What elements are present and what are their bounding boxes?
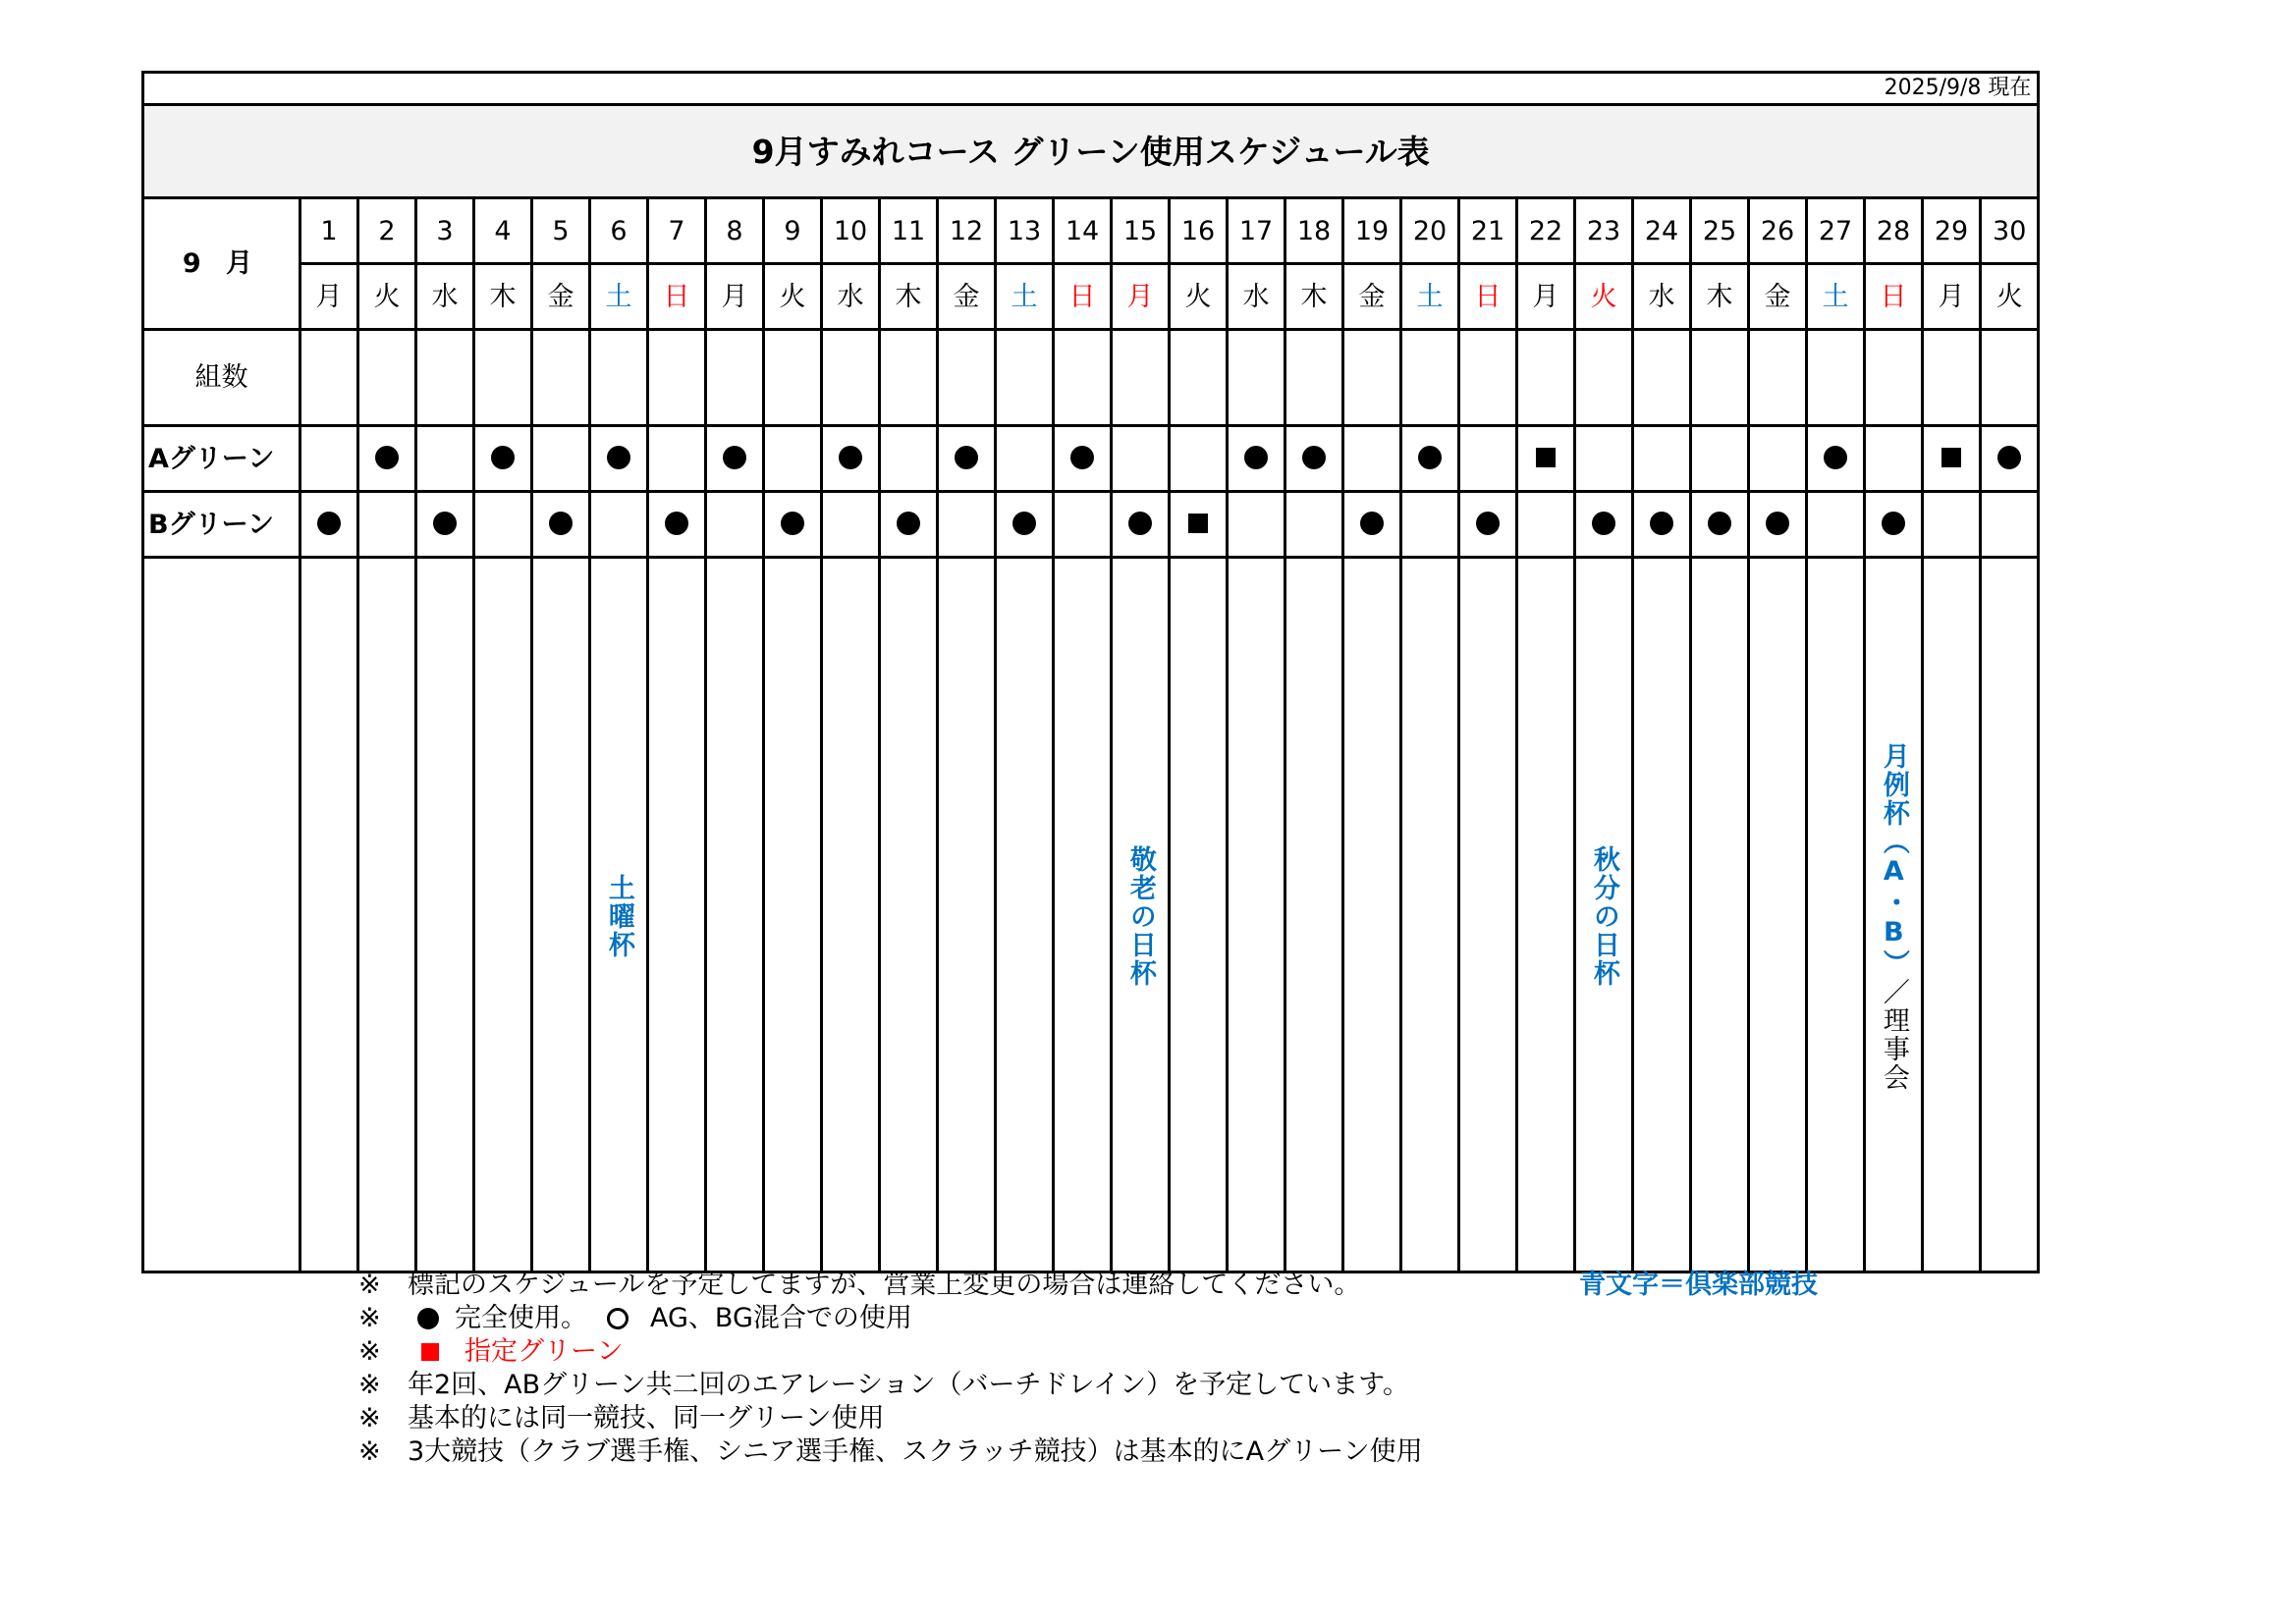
footnote-4	[358, 1369, 2028, 1402]
notes-row-label	[143, 558, 301, 1272]
weekday: 金	[532, 264, 590, 330]
b-green-cell	[590, 492, 648, 558]
note-cell	[938, 558, 996, 1272]
event-note-text: 秋分の日杯	[1588, 845, 1619, 988]
event-note	[1125, 845, 1155, 988]
b-green-cell	[764, 492, 822, 558]
page-title: 9月すみれコース グリーン使用スケジュール表	[143, 105, 2039, 198]
month-label: 9 月	[143, 198, 301, 330]
b-green-cell	[648, 492, 706, 558]
event-note	[1879, 742, 1908, 1092]
weekday: 日	[1865, 264, 1923, 330]
day-number: 6	[590, 198, 648, 264]
a-green-cell	[1054, 426, 1112, 492]
count-cell	[938, 330, 996, 426]
a-green-cell	[1633, 426, 1691, 492]
count-cell	[1517, 330, 1575, 426]
weekday: 金	[1749, 264, 1807, 330]
filled-circle-icon	[1476, 512, 1500, 535]
count-cell	[1285, 330, 1343, 426]
title-row	[143, 105, 2039, 198]
filled-square-icon	[1188, 514, 1208, 533]
a-green-cell	[1112, 426, 1170, 492]
weekday: 火	[358, 264, 416, 330]
a-green-row	[143, 426, 2039, 492]
day-number: 29	[1923, 198, 1981, 264]
a-green-cell	[938, 426, 996, 492]
a-green-cell	[1575, 426, 1633, 492]
day-number: 24	[1633, 198, 1691, 264]
count-cell	[1749, 330, 1807, 426]
b-green-cell	[880, 492, 938, 558]
count-cell	[416, 330, 474, 426]
weekday: 日	[1459, 264, 1517, 330]
b-green-cell	[996, 492, 1054, 558]
note-cell	[1228, 558, 1285, 1272]
b-green-cell	[1054, 492, 1112, 558]
day-number: 8	[706, 198, 764, 264]
filled-circle-icon	[1012, 512, 1036, 535]
note-cell	[358, 558, 416, 1272]
weekday: 土	[996, 264, 1054, 330]
a-green-cell	[822, 426, 880, 492]
count-cell	[1633, 330, 1691, 426]
filled-circle-icon	[549, 512, 573, 535]
day-number: 3	[416, 198, 474, 264]
count-cell	[1691, 330, 1749, 426]
weekday: 木	[1691, 264, 1749, 330]
count-cell	[1343, 330, 1401, 426]
b-green-cell	[822, 492, 880, 558]
weekday: 水	[1228, 264, 1285, 330]
day-number: 23	[1575, 198, 1633, 264]
b-green-cell	[1228, 492, 1285, 558]
a-green-cell	[1343, 426, 1401, 492]
event-note	[1589, 845, 1618, 988]
weekday: 月	[301, 264, 358, 330]
count-cell	[301, 330, 358, 426]
day-number: 30	[1981, 198, 2039, 264]
footnote-text: 標記のスケジュールを予定してますが、営業上変更の場合は連絡してください。	[408, 1270, 1361, 1300]
day-number: 17	[1228, 198, 1285, 264]
footnote-text: 指定グリーン	[465, 1336, 624, 1367]
open-circle-icon	[607, 1308, 629, 1329]
weekday: 水	[416, 264, 474, 330]
note-cell	[1691, 558, 1749, 1272]
note-cell	[301, 558, 358, 1272]
b-green-cell	[1981, 492, 2039, 558]
count-cell	[1054, 330, 1112, 426]
day-number: 15	[1112, 198, 1170, 264]
day-number: 25	[1691, 198, 1749, 264]
green-schedule-table	[141, 71, 2040, 1273]
note-cell	[1865, 558, 1923, 1272]
b-green-cell	[1112, 492, 1170, 558]
count-cell	[1981, 330, 2039, 426]
a-green-cell	[1517, 426, 1575, 492]
filled-circle-icon	[607, 446, 630, 469]
count-row-label: 組数	[143, 330, 301, 426]
footnote-mark: ※	[358, 1270, 381, 1300]
filled-circle-icon	[1418, 446, 1442, 469]
day-number-row	[143, 198, 2039, 264]
footnote-text: AG、BG混合での使用	[650, 1303, 912, 1333]
a-green-cell	[1865, 426, 1923, 492]
count-cell	[1923, 330, 1981, 426]
a-green-cell	[1459, 426, 1517, 492]
day-number: 16	[1170, 198, 1228, 264]
footnote-text: 基本的には同一競技、同一グリーン使用	[408, 1403, 885, 1434]
count-cell	[1459, 330, 1517, 426]
notes-row	[143, 558, 2039, 1272]
red-square-icon	[421, 1343, 439, 1361]
b-green-cell	[1749, 492, 1807, 558]
day-number: 19	[1343, 198, 1401, 264]
a-green-cell	[764, 426, 822, 492]
weekday: 木	[474, 264, 532, 330]
a-green-cell	[416, 426, 474, 492]
b-green-cell	[1343, 492, 1401, 558]
filled-circle-icon	[1302, 446, 1326, 469]
day-number: 9	[764, 198, 822, 264]
a-green-cell	[880, 426, 938, 492]
filled-circle-icon	[433, 512, 457, 535]
event-note-text: 月例杯（A・B）	[1878, 741, 1909, 978]
day-number: 21	[1459, 198, 1517, 264]
event-note-text-extra: ／理事会	[1878, 977, 1909, 1092]
filled-circle-icon	[491, 446, 515, 469]
footnote-mark: ※	[358, 1403, 381, 1434]
weekday: 土	[590, 264, 648, 330]
weekday: 金	[938, 264, 996, 330]
weekday: 土	[1807, 264, 1865, 330]
filled-circle-icon	[1128, 512, 1152, 535]
b-green-cell	[532, 492, 590, 558]
b-green-cell	[1459, 492, 1517, 558]
count-cell	[706, 330, 764, 426]
note-cell	[1633, 558, 1691, 1272]
a-green-cell	[1923, 426, 1981, 492]
b-green-cell	[1575, 492, 1633, 558]
footnote-text: 3大競技（クラブ選手権、シニア選手権、スクラッチ競技）は基本的にAグリーン使用	[408, 1436, 1423, 1467]
note-cell	[648, 558, 706, 1272]
b-green-cell	[1633, 492, 1691, 558]
note-cell	[1343, 558, 1401, 1272]
b-green-cell	[474, 492, 532, 558]
b-green-cell	[1807, 492, 1865, 558]
day-number: 5	[532, 198, 590, 264]
b-green-cell	[1285, 492, 1343, 558]
a-green-cell	[358, 426, 416, 492]
day-number: 26	[1749, 198, 1807, 264]
b-green-cell	[1865, 492, 1923, 558]
filled-circle-icon	[723, 446, 746, 469]
count-cell	[648, 330, 706, 426]
filled-circle-icon	[897, 512, 920, 535]
a-green-cell	[706, 426, 764, 492]
count-cell	[532, 330, 590, 426]
weekday-row	[143, 264, 2039, 330]
a-green-cell	[474, 426, 532, 492]
count-cell	[1575, 330, 1633, 426]
day-number: 28	[1865, 198, 1923, 264]
filled-circle-icon	[1766, 512, 1789, 535]
filled-circle-icon	[1650, 512, 1673, 535]
footnote-mark: ※	[358, 1303, 381, 1333]
note-cell	[706, 558, 764, 1272]
note-cell	[1807, 558, 1865, 1272]
filled-circle-icon	[417, 1308, 439, 1329]
note-cell	[880, 558, 938, 1272]
weekday: 水	[822, 264, 880, 330]
weekday: 月	[1112, 264, 1170, 330]
footnote-mark: ※	[358, 1336, 381, 1367]
filled-circle-icon	[1882, 512, 1905, 535]
event-note	[604, 874, 633, 959]
filled-circle-icon	[955, 446, 978, 469]
filled-circle-icon	[375, 446, 399, 469]
count-cell	[1228, 330, 1285, 426]
a-green-cell	[1749, 426, 1807, 492]
footnote-2	[358, 1302, 2028, 1335]
note-cell	[1170, 558, 1228, 1272]
a-green-cell	[1691, 426, 1749, 492]
note-cell	[1575, 558, 1633, 1272]
day-number: 18	[1285, 198, 1343, 264]
weekday: 木	[1285, 264, 1343, 330]
weekday: 日	[648, 264, 706, 330]
day-number: 22	[1517, 198, 1575, 264]
note-cell	[416, 558, 474, 1272]
note-cell	[1981, 558, 2039, 1272]
filled-circle-icon	[1244, 446, 1268, 469]
day-number: 10	[822, 198, 880, 264]
filled-square-icon	[1941, 448, 1961, 467]
filled-circle-icon	[1824, 446, 1847, 469]
note-cell	[1923, 558, 1981, 1272]
a-green-cell	[301, 426, 358, 492]
weekday: 月	[1923, 264, 1981, 330]
count-cell	[590, 330, 648, 426]
a-green-cell	[532, 426, 590, 492]
footnote-text: 年2回、ABグリーン共二回のエアレーション（バーチドレイン）を予定しています。	[408, 1370, 1409, 1400]
weekday: 火	[1170, 264, 1228, 330]
day-number: 7	[648, 198, 706, 264]
a-green-cell	[590, 426, 648, 492]
day-number: 13	[996, 198, 1054, 264]
filled-square-icon	[1536, 448, 1556, 467]
count-cell	[1112, 330, 1170, 426]
weekday: 日	[1054, 264, 1112, 330]
note-cell	[590, 558, 648, 1272]
weekday: 金	[1343, 264, 1401, 330]
as-of-date: 2025/9/8 現在	[143, 73, 2039, 105]
count-cell	[764, 330, 822, 426]
footnote-6	[358, 1435, 2028, 1469]
footnote-text: 完全使用。	[455, 1303, 587, 1333]
event-note-text: 土曜杯	[603, 874, 634, 959]
count-cell	[996, 330, 1054, 426]
a-green-cell	[1807, 426, 1865, 492]
filled-circle-icon	[1360, 512, 1384, 535]
count-cell	[1807, 330, 1865, 426]
a-green-cell	[648, 426, 706, 492]
a-green-cell	[1285, 426, 1343, 492]
day-number: 20	[1401, 198, 1459, 264]
note-cell	[1401, 558, 1459, 1272]
filled-circle-icon	[1070, 446, 1094, 469]
note-cell	[822, 558, 880, 1272]
weekday: 土	[1401, 264, 1459, 330]
note-cell	[1517, 558, 1575, 1272]
filled-circle-icon	[781, 512, 804, 535]
day-number: 27	[1807, 198, 1865, 264]
count-cell	[474, 330, 532, 426]
b-green-cell	[1517, 492, 1575, 558]
weekday: 火	[1981, 264, 2039, 330]
a-green-cell	[1170, 426, 1228, 492]
day-number: 1	[301, 198, 358, 264]
a-green-label: Aグリーン	[143, 426, 301, 492]
filled-circle-icon	[1592, 512, 1615, 535]
b-green-cell	[1691, 492, 1749, 558]
note-cell	[474, 558, 532, 1272]
b-green-row	[143, 492, 2039, 558]
count-cell	[1170, 330, 1228, 426]
footnote-mark: ※	[358, 1436, 381, 1467]
count-cell	[880, 330, 938, 426]
b-green-label: Bグリーン	[143, 492, 301, 558]
day-number: 4	[474, 198, 532, 264]
a-green-cell	[1981, 426, 2039, 492]
note-cell	[532, 558, 590, 1272]
count-cell	[358, 330, 416, 426]
a-green-cell	[996, 426, 1054, 492]
filled-circle-icon	[839, 446, 862, 469]
filled-circle-icon	[1997, 446, 2021, 469]
day-number: 11	[880, 198, 938, 264]
b-green-cell	[301, 492, 358, 558]
count-cell	[822, 330, 880, 426]
count-cell	[1401, 330, 1459, 426]
b-green-cell	[358, 492, 416, 558]
b-green-cell	[706, 492, 764, 558]
note-cell	[996, 558, 1054, 1272]
weekday: 月	[706, 264, 764, 330]
as-of-row	[143, 73, 2039, 105]
footnote-mark: ※	[358, 1370, 381, 1400]
footnote-5	[358, 1402, 2028, 1435]
note-cell	[1285, 558, 1343, 1272]
filled-circle-icon	[317, 512, 341, 535]
b-green-cell	[1401, 492, 1459, 558]
note-cell	[1112, 558, 1170, 1272]
note-cell	[1459, 558, 1517, 1272]
a-green-cell	[1401, 426, 1459, 492]
footnote-3	[358, 1335, 2028, 1369]
club-competition-legend: 青文字＝倶楽部競技	[1579, 1270, 1818, 1300]
b-green-cell	[1923, 492, 1981, 558]
weekday: 木	[880, 264, 938, 330]
a-green-cell	[1228, 426, 1285, 492]
b-green-cell	[938, 492, 996, 558]
filled-circle-icon	[1708, 512, 1731, 535]
b-green-cell	[416, 492, 474, 558]
day-number: 2	[358, 198, 416, 264]
note-cell	[1054, 558, 1112, 1272]
b-green-cell	[1170, 492, 1228, 558]
day-number: 12	[938, 198, 996, 264]
note-cell	[764, 558, 822, 1272]
weekday: 火	[764, 264, 822, 330]
filled-circle-icon	[665, 512, 688, 535]
event-note-text: 敬老の日杯	[1124, 845, 1156, 988]
weekday: 火	[1575, 264, 1633, 330]
weekday: 水	[1633, 264, 1691, 330]
weekday: 月	[1517, 264, 1575, 330]
count-row	[143, 330, 2039, 426]
day-number: 14	[1054, 198, 1112, 264]
count-cell	[1865, 330, 1923, 426]
note-cell	[1749, 558, 1807, 1272]
